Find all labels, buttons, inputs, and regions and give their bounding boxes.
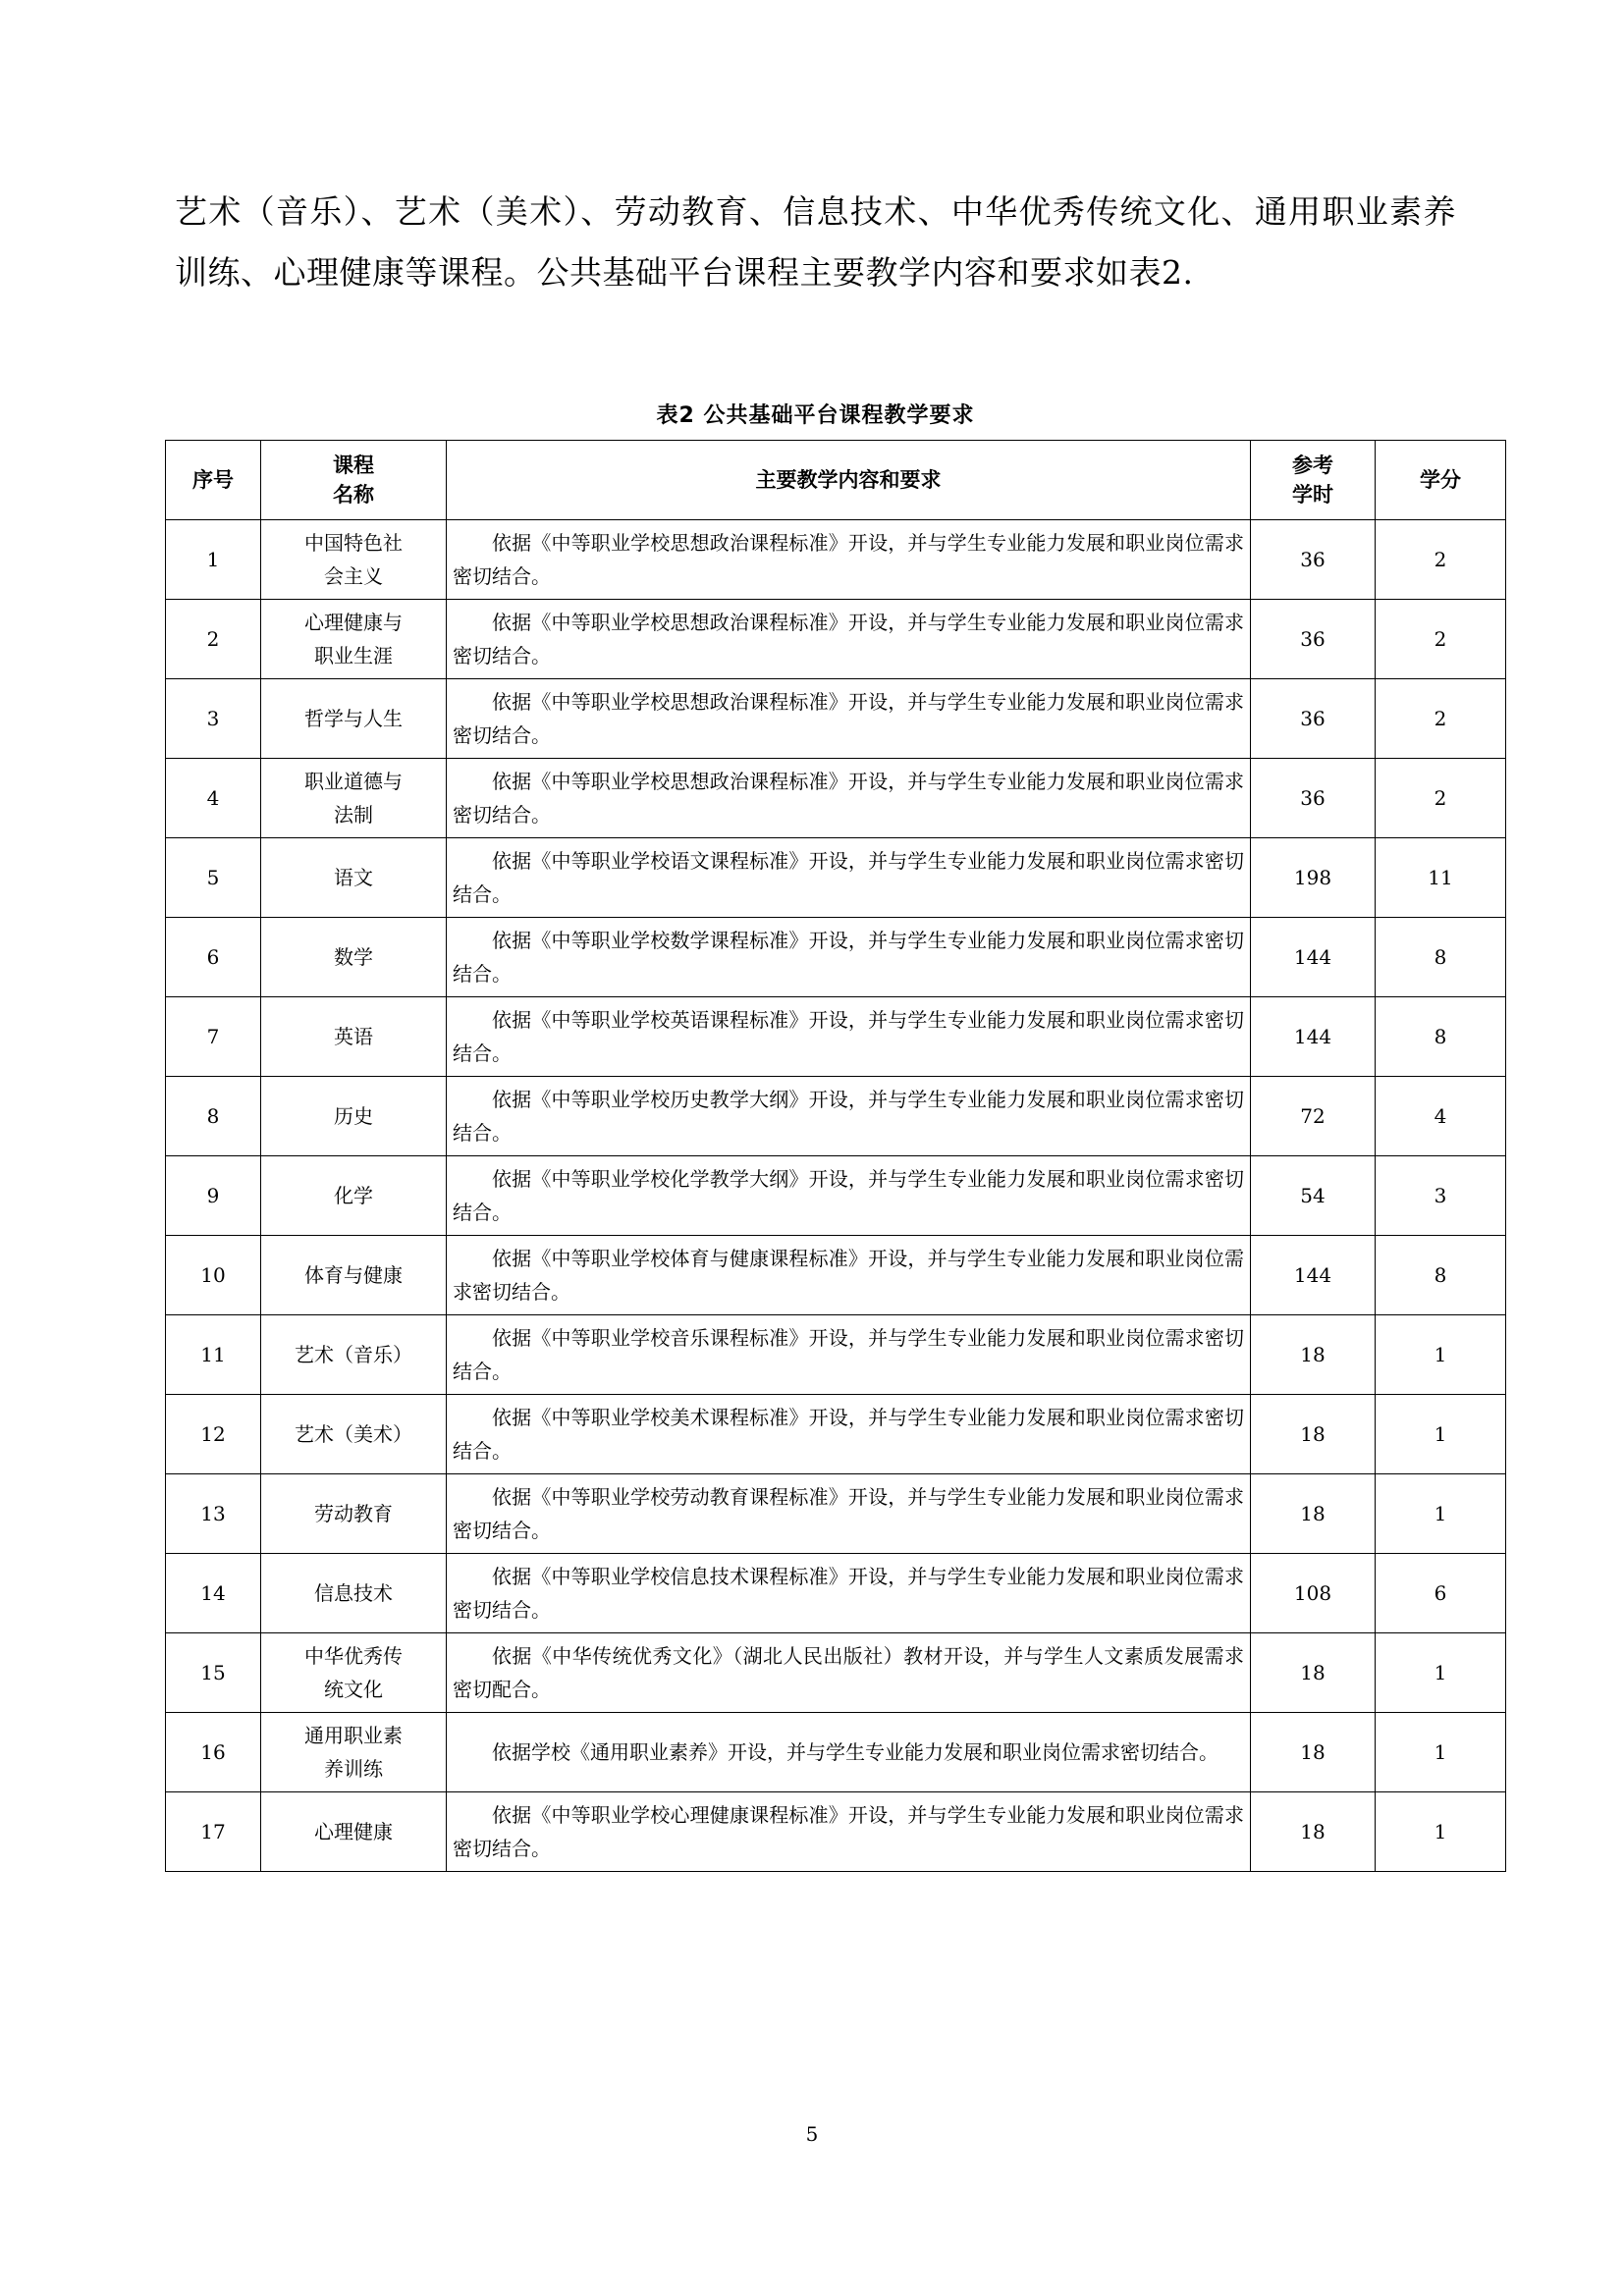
column-header-credit: 学分 bbox=[1376, 441, 1506, 520]
cell-credit: 6 bbox=[1376, 1554, 1506, 1633]
table-row bbox=[166, 997, 1506, 1077]
cell-hours: 18 bbox=[1251, 1633, 1376, 1713]
cell-course-name-line1: 艺术（美术） bbox=[295, 1422, 412, 1446]
cell-content bbox=[447, 1395, 1251, 1474]
cell-content bbox=[447, 759, 1251, 838]
cell-content bbox=[447, 1077, 1251, 1156]
cell-course-name bbox=[261, 759, 447, 838]
cell-content bbox=[447, 600, 1251, 679]
cell-course-name bbox=[261, 600, 447, 679]
table-row bbox=[166, 918, 1506, 997]
cell-course-name-line1: 艺术（音乐） bbox=[295, 1343, 412, 1366]
cell-no: 2 bbox=[166, 600, 261, 679]
cell-credit: 1 bbox=[1376, 1633, 1506, 1713]
cell-credit: 8 bbox=[1376, 997, 1506, 1077]
cell-course-name bbox=[261, 1633, 447, 1713]
cell-course-name bbox=[261, 1792, 447, 1872]
column-header-course-name-line2: 名称 bbox=[333, 483, 374, 507]
cell-content-text: 依据《中等职业学校语文课程标准》开设，并与学生专业能力发展和职业岗位需求密切结合。 bbox=[453, 849, 1244, 906]
cell-course-name bbox=[261, 918, 447, 997]
cell-no: 5 bbox=[166, 838, 261, 918]
cell-hours: 108 bbox=[1251, 1554, 1376, 1633]
cell-hours: 54 bbox=[1251, 1156, 1376, 1236]
cell-hours: 36 bbox=[1251, 679, 1376, 759]
cell-course-name bbox=[261, 1077, 447, 1156]
cell-credit: 2 bbox=[1376, 679, 1506, 759]
cell-no: 10 bbox=[166, 1236, 261, 1315]
cell-course-name-line1: 化学 bbox=[334, 1184, 373, 1207]
cell-course-name-line1: 劳动教育 bbox=[314, 1502, 393, 1525]
column-header-hours-line1: 参考 bbox=[1292, 454, 1333, 477]
intro-paragraph bbox=[175, 182, 1456, 303]
cell-course-name-line1: 心理健康与 bbox=[304, 611, 403, 634]
cell-content-text: 依据《中等职业学校劳动教育课程标准》开设，并与学生专业能力发展和职业岗位需求密切结合。 bbox=[453, 1485, 1244, 1542]
cell-course-name-line2: 统文化 bbox=[324, 1678, 383, 1701]
cell-course-name-line2: 职业生涯 bbox=[314, 644, 393, 667]
cell-course-name-line1: 中国特色社 bbox=[304, 531, 403, 555]
cell-content-text: 依据《中等职业学校思想政治课程标准》开设，并与学生专业能力发展和职业岗位需求密切结合。 bbox=[453, 531, 1244, 588]
cell-course-name bbox=[261, 1554, 447, 1633]
paragraph-text: 艺术（音乐）、艺术（美术）、劳动教育、信息技术、中华优秀传统文化、通用职业素养训练、心理健康等课程。公共基础平台课程主要教学内容和要求如表2. bbox=[175, 192, 1456, 292]
table-row bbox=[166, 679, 1506, 759]
cell-no: 16 bbox=[166, 1713, 261, 1792]
table-caption: 表2 公共基础平台课程教学要求 bbox=[656, 403, 975, 428]
table-row bbox=[166, 1633, 1506, 1713]
cell-no: 6 bbox=[166, 918, 261, 997]
cell-course-name-line1: 职业道德与 bbox=[304, 770, 403, 793]
table-row bbox=[166, 1077, 1506, 1156]
cell-course-name-line2: 会主义 bbox=[324, 564, 383, 588]
cell-content bbox=[447, 1792, 1251, 1872]
cell-credit: 1 bbox=[1376, 1395, 1506, 1474]
cell-credit: 1 bbox=[1376, 1474, 1506, 1554]
cell-hours: 18 bbox=[1251, 1474, 1376, 1554]
table-header bbox=[166, 441, 1506, 520]
page-number: 5 bbox=[805, 2122, 819, 2146]
cell-course-name-line1: 英语 bbox=[334, 1025, 373, 1048]
cell-credit: 1 bbox=[1376, 1315, 1506, 1395]
cell-course-name bbox=[261, 1315, 447, 1395]
cell-content bbox=[447, 1236, 1251, 1315]
cell-content-text: 依据《中等职业学校化学教学大纲》开设，并与学生专业能力发展和职业岗位需求密切结合。 bbox=[453, 1167, 1244, 1224]
cell-content bbox=[447, 1474, 1251, 1554]
cell-hours: 198 bbox=[1251, 838, 1376, 918]
cell-no: 15 bbox=[166, 1633, 261, 1713]
cell-credit: 8 bbox=[1376, 1236, 1506, 1315]
cell-course-name-line1: 通用职业素 bbox=[304, 1724, 403, 1747]
cell-content bbox=[447, 838, 1251, 918]
table-header-row bbox=[166, 441, 1506, 520]
cell-credit: 1 bbox=[1376, 1792, 1506, 1872]
cell-course-name-line1: 心理健康 bbox=[314, 1820, 393, 1843]
table-row bbox=[166, 1395, 1506, 1474]
cell-no: 12 bbox=[166, 1395, 261, 1474]
table-row bbox=[166, 838, 1506, 918]
cell-content-text: 依据《中等职业学校历史教学大纲》开设，并与学生专业能力发展和职业岗位需求密切结合。 bbox=[453, 1088, 1244, 1145]
cell-hours: 144 bbox=[1251, 918, 1376, 997]
cell-hours: 18 bbox=[1251, 1315, 1376, 1395]
cell-course-name bbox=[261, 997, 447, 1077]
cell-course-name-line1: 历史 bbox=[334, 1104, 373, 1128]
cell-hours: 144 bbox=[1251, 1236, 1376, 1315]
cell-content-text: 依据《中等职业学校英语课程标准》开设，并与学生专业能力发展和职业岗位需求密切结合。 bbox=[453, 1008, 1244, 1065]
cell-credit: 2 bbox=[1376, 600, 1506, 679]
cell-content-text: 依据《中等职业学校体育与健康课程标准》开设，并与学生专业能力发展和职业岗位需求密切结合。 bbox=[453, 1247, 1244, 1304]
cell-content-text: 依据《中等职业学校音乐课程标准》开设，并与学生专业能力发展和职业岗位需求密切结合。 bbox=[453, 1326, 1244, 1383]
cell-course-name bbox=[261, 1395, 447, 1474]
cell-no: 14 bbox=[166, 1554, 261, 1633]
cell-content-text: 依据《中华传统优秀文化》（湖北人民出版社）教材开设，并与学生人文素质发展需求密切配合。 bbox=[453, 1644, 1244, 1701]
cell-course-name-line2: 法制 bbox=[334, 803, 373, 827]
table-row bbox=[166, 1792, 1506, 1872]
cell-hours: 144 bbox=[1251, 997, 1376, 1077]
cell-credit: 3 bbox=[1376, 1156, 1506, 1236]
table-body bbox=[166, 520, 1506, 1872]
cell-hours: 36 bbox=[1251, 520, 1376, 600]
cell-content bbox=[447, 918, 1251, 997]
cell-content-text: 依据学校《通用职业素养》开设，并与学生专业能力发展和职业岗位需求密切结合。 bbox=[492, 1740, 1218, 1764]
cell-course-name-line1: 哲学与人生 bbox=[304, 707, 403, 730]
cell-content-text: 依据《中等职业学校数学课程标准》开设，并与学生专业能力发展和职业岗位需求密切结合。 bbox=[453, 929, 1244, 986]
column-header-hours bbox=[1251, 441, 1376, 520]
cell-no: 1 bbox=[166, 520, 261, 600]
cell-content bbox=[447, 1713, 1251, 1792]
cell-course-name-line1: 数学 bbox=[334, 945, 373, 969]
cell-course-name bbox=[261, 1156, 447, 1236]
cell-content-text: 依据《中等职业学校心理健康课程标准》开设，并与学生专业能力发展和职业岗位需求密切结合。 bbox=[453, 1803, 1244, 1860]
cell-course-name bbox=[261, 679, 447, 759]
cell-credit: 1 bbox=[1376, 1713, 1506, 1792]
cell-course-name-line1: 信息技术 bbox=[314, 1581, 393, 1605]
cell-hours: 18 bbox=[1251, 1713, 1376, 1792]
column-header-course-name-line1: 课程 bbox=[333, 454, 374, 477]
cell-course-name-line1: 语文 bbox=[334, 866, 373, 889]
column-header-hours-line2: 学时 bbox=[1292, 483, 1333, 507]
table-row bbox=[166, 1156, 1506, 1236]
cell-content-text: 依据《中等职业学校信息技术课程标准》开设，并与学生专业能力发展和职业岗位需求密切结合。 bbox=[453, 1565, 1244, 1622]
column-header-no: 序号 bbox=[166, 441, 261, 520]
table-row bbox=[166, 600, 1506, 679]
column-header-course-name bbox=[261, 441, 447, 520]
cell-hours: 36 bbox=[1251, 759, 1376, 838]
course-requirements-table bbox=[165, 440, 1506, 1872]
cell-no: 17 bbox=[166, 1792, 261, 1872]
cell-course-name-line2: 养训练 bbox=[324, 1757, 383, 1781]
cell-no: 8 bbox=[166, 1077, 261, 1156]
table-row bbox=[166, 1554, 1506, 1633]
cell-course-name bbox=[261, 1236, 447, 1315]
cell-course-name bbox=[261, 520, 447, 600]
table-row bbox=[166, 1236, 1506, 1315]
cell-content-text: 依据《中等职业学校思想政治课程标准》开设，并与学生专业能力发展和职业岗位需求密切结合。 bbox=[453, 770, 1244, 827]
cell-content bbox=[447, 1633, 1251, 1713]
cell-content bbox=[447, 997, 1251, 1077]
cell-no: 9 bbox=[166, 1156, 261, 1236]
cell-no: 7 bbox=[166, 997, 261, 1077]
cell-hours: 18 bbox=[1251, 1792, 1376, 1872]
table-row bbox=[166, 1474, 1506, 1554]
table-row bbox=[166, 1713, 1506, 1792]
cell-content bbox=[447, 1554, 1251, 1633]
cell-content bbox=[447, 1315, 1251, 1395]
cell-course-name bbox=[261, 1474, 447, 1554]
cell-no: 4 bbox=[166, 759, 261, 838]
table-row bbox=[166, 520, 1506, 600]
cell-credit: 2 bbox=[1376, 520, 1506, 600]
cell-course-name-line1: 中华优秀传 bbox=[304, 1644, 403, 1668]
cell-content-text: 依据《中等职业学校思想政治课程标准》开设，并与学生专业能力发展和职业岗位需求密切结合。 bbox=[453, 611, 1244, 667]
cell-hours: 72 bbox=[1251, 1077, 1376, 1156]
cell-course-name-line1: 体育与健康 bbox=[304, 1263, 403, 1287]
table-row bbox=[166, 759, 1506, 838]
cell-course-name bbox=[261, 838, 447, 918]
cell-credit: 2 bbox=[1376, 759, 1506, 838]
cell-hours: 18 bbox=[1251, 1395, 1376, 1474]
cell-content bbox=[447, 679, 1251, 759]
cell-no: 11 bbox=[166, 1315, 261, 1395]
cell-content-text: 依据《中等职业学校思想政治课程标准》开设，并与学生专业能力发展和职业岗位需求密切结合。 bbox=[453, 690, 1244, 747]
cell-content bbox=[447, 1156, 1251, 1236]
cell-content bbox=[447, 520, 1251, 600]
cell-hours: 36 bbox=[1251, 600, 1376, 679]
cell-course-name bbox=[261, 1713, 447, 1792]
cell-no: 13 bbox=[166, 1474, 261, 1554]
cell-no: 3 bbox=[166, 679, 261, 759]
column-header-content: 主要教学内容和要求 bbox=[447, 441, 1251, 520]
cell-credit: 8 bbox=[1376, 918, 1506, 997]
cell-credit: 11 bbox=[1376, 838, 1506, 918]
cell-content-text: 依据《中等职业学校美术课程标准》开设，并与学生专业能力发展和职业岗位需求密切结合。 bbox=[453, 1406, 1244, 1463]
table-row bbox=[166, 1315, 1506, 1395]
cell-credit: 4 bbox=[1376, 1077, 1506, 1156]
